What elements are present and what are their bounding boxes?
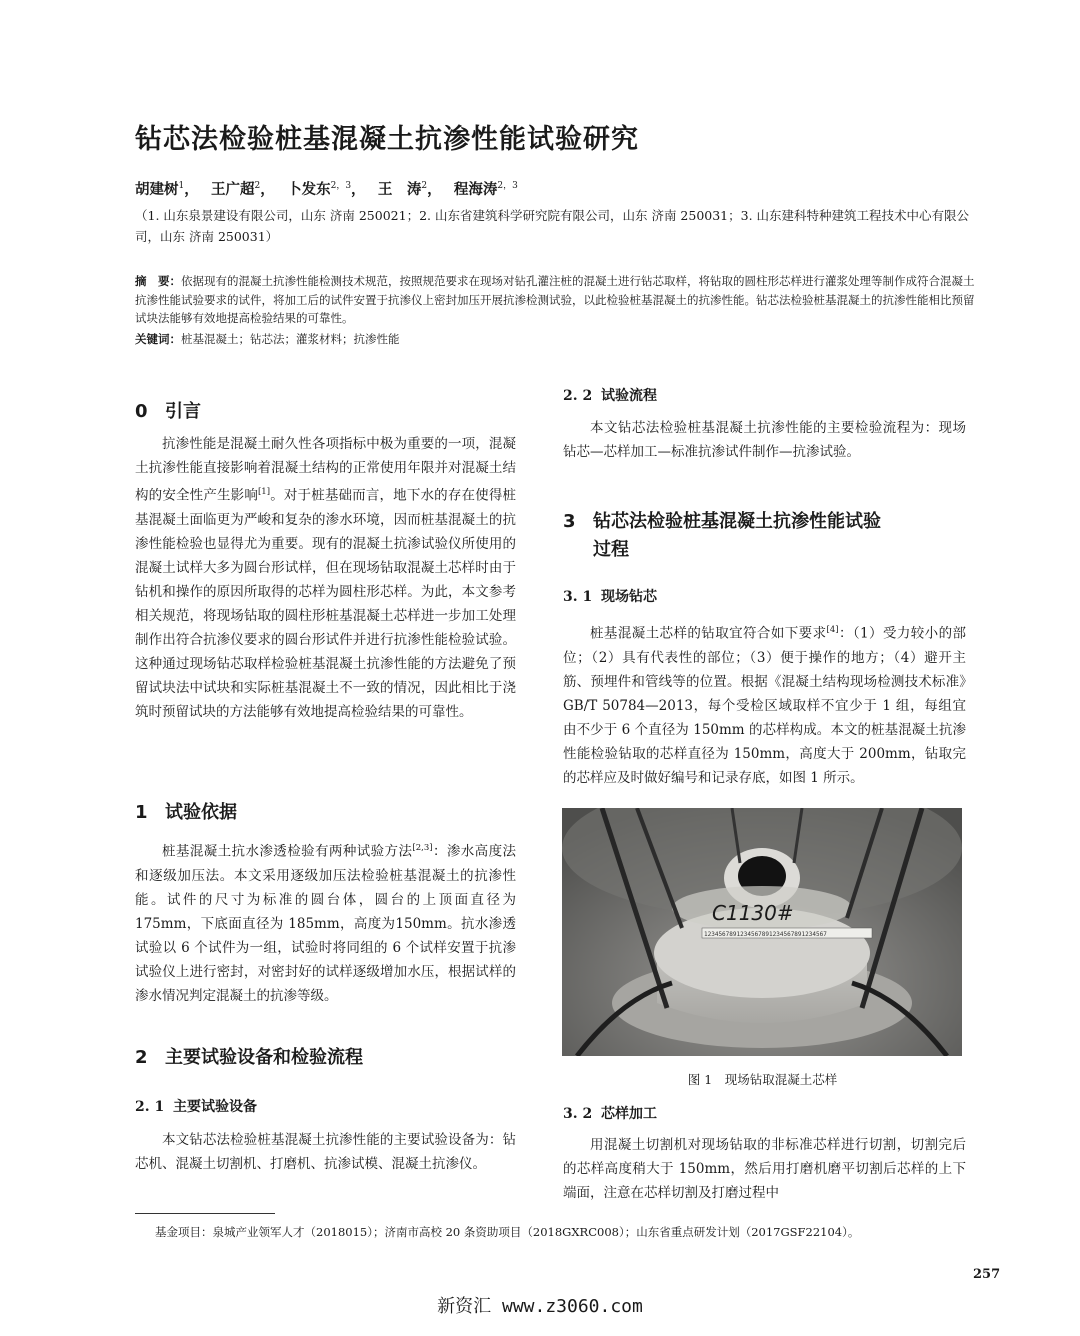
citation: [4] xyxy=(826,625,839,635)
subsection-title: 主要试验设备 xyxy=(173,1099,257,1115)
citation: [2,3] xyxy=(412,843,433,853)
paragraph-text: ：渗水高度法和逐级加压法。本文采用逐级加压法检验桩基混凝土的抗渗性能。试件的尺寸为标准的圆台体，圆台的上顶面直径为 175mm，下底面直径为 185mm，高度为150mm。抗水渗透试验以 6 个试件为一组，试验时将同组的 6 个试样安置于抗渗试验仪上进行密封，对密封好的试样逐级增加水压，根据试样的渗水情况判定混凝土的抗渗等级。 xyxy=(135,843,517,1004)
figure-1-caption: 图 1 现场钻取混凝土芯样 xyxy=(687,1072,838,1087)
paragraph-basis xyxy=(135,836,516,1008)
abstract xyxy=(135,272,975,328)
author-affiliation-mark: 2，3 xyxy=(330,181,352,192)
ruler-marks: 1234567891234567891234567891234567 xyxy=(704,931,827,938)
abstract-label: 摘 要： xyxy=(135,274,181,288)
subsection-heading-2-2 xyxy=(563,385,657,405)
concrete-core-illustration xyxy=(562,808,962,1056)
footnote-divider xyxy=(135,1213,275,1214)
author: 胡建树 xyxy=(135,181,179,198)
keywords-label: 关键词： xyxy=(135,332,181,346)
paper-title: 钻芯法检验桩基混凝土抗渗性能试验研究 xyxy=(135,124,639,155)
paragraph-text: ：（1）受力较小的部位；（2）具有代表性的部位；（3）便于操作的地方；（4）避开主筋、预埋件和管线等的位置。根据《混凝土结构现场检测技术标准》GB/T 50784—2013，每个受检区域取样不宜少于 1 组，每组宜由不少于 6 个直径为 150mm 的芯样构成。本文的桩基混凝土抗渗性能检验钻取的芯样直径为 150mm，高度大于 200mm，钻取完的芯样应及时做好编号和记录存底，如图 1 所示。 xyxy=(563,625,967,786)
paragraph-procedure: 本文钻芯法检验桩基混凝土抗渗性能的主要检验流程为：现场钻芯—芯样加工—标准抗渗试件制作—抗渗试验。 xyxy=(563,420,966,460)
sample-label: C1130# xyxy=(712,901,794,925)
subsection-number: 3. 1 xyxy=(563,589,593,605)
citation: [1] xyxy=(257,487,271,497)
subsection-heading-3-2 xyxy=(563,1103,657,1123)
paragraph-processing: 用混凝土切割机对现场钻取的非标准芯样进行切割，切割完后的芯样高度稍大于 150mm，然后用打磨机磨平切割后芯样的上下端面，注意在芯样切割及打磨过程中 xyxy=(563,1137,966,1201)
section-heading-equipment xyxy=(135,1043,363,1069)
section-title: 过程 xyxy=(593,539,629,560)
paragraph-introduction xyxy=(135,432,516,724)
author-affiliation-mark: 2 xyxy=(254,181,261,192)
author-list: 胡建树$^1$， 王广超$^2$， 卜发东$^{2,3}$， 王 涛$^2$， 程海涛$^{2,3}$ xyxy=(135,181,518,198)
section-heading-basis xyxy=(135,798,237,824)
author: 王广超 xyxy=(211,181,255,198)
subsection-number: 2. 1 xyxy=(135,1099,165,1115)
author: 卜发东 xyxy=(287,181,331,198)
author-affiliation-mark: 2 xyxy=(421,181,428,192)
paragraph-equipment: 本文钻芯法检验桩基混凝土抗渗性能的主要试验设备为：钻芯机、混凝土切割机、打磨机、抗渗试模、混凝土抗渗仪。 xyxy=(135,1132,516,1172)
section-number: 3 xyxy=(563,511,576,532)
funding-note: 基金项目：泉城产业领军人才（2018015）；济南市高校 20 条资助项目（2018GXRC008）；山东省重点研发计划（2017GSF22104）。 xyxy=(155,1225,860,1239)
author: 王 涛 xyxy=(377,181,422,198)
subsection-number: 3. 2 xyxy=(563,1106,593,1122)
section-heading-process xyxy=(563,508,881,564)
watermark-footer: 新资汇 www.z3060.com xyxy=(437,1296,643,1317)
section-number: 2 xyxy=(135,1047,148,1068)
abstract-text: 依据现有的混凝土抗渗性能检测技术规范，按照规范要求在现场对钻孔灌注桩的混凝土进行钻芯取样，将钻取的圆柱形芯样进行灌浆处理等制作成符合混凝土抗渗性能试验要求的试件，将加工后的试件安置于抗渗仪上密封加压开展抗渗检测试验，以此检验桩基混凝土的抗渗性能。钻芯法检验桩基混凝土的抗渗性能相比预留试块法能够有效地提高检验结果的可靠性。 xyxy=(135,274,975,325)
author-affiliation-mark: 2，3 xyxy=(497,181,518,192)
section-title: 试验依据 xyxy=(165,802,237,823)
author: 程海涛 xyxy=(453,181,498,198)
subsection-title: 芯样加工 xyxy=(601,1106,657,1122)
subsection-title: 现场钻芯 xyxy=(601,589,657,605)
section-number: 1 xyxy=(135,802,148,823)
page-number: 257 xyxy=(973,1267,1001,1282)
section-title: 引言 xyxy=(165,401,201,422)
paragraph-coring xyxy=(563,618,966,790)
subsection-title: 试验流程 xyxy=(601,388,657,404)
author-affiliation-mark: 1 xyxy=(178,181,185,192)
section-heading-introduction xyxy=(135,397,201,423)
subsection-heading-3-1 xyxy=(563,586,657,606)
section-title: 钻芯法检验桩基混凝土抗渗性能试验 xyxy=(593,511,881,532)
paragraph-text: 抗渗性能是混凝土耐久性各项指标中极为重要的一项，混凝土抗渗性能直接影响着混凝土结构的正常使用年限并对混凝土结构的安全性产生影响 xyxy=(135,436,516,504)
figure-1-photo xyxy=(562,808,962,1056)
paragraph-text: 桩基混凝土芯样的钻取宜符合如下要求 xyxy=(590,625,827,642)
paragraph-text: 。对于桩基础而言，地下水的存在使得桩基混凝土面临更为严峻和复杂的渗水环境，因而桩基混凝土的抗渗性能检验也显得尤为重要。现有的混凝土抗渗试验仪所使用的混凝土试样大多为圆台形试样，但在现场钻取混凝土芯样时由于钻机和操作的原因所取得的芯样为圆柱形芯样。为此，本文参考相关规范，将现场钻取的圆柱形桩基混凝土芯样进一步加工处理制作出符合抗渗仪要求的圆台形试件并进行抗渗性能检验试验。这种通过现场钻芯取样检验桩基混凝土抗渗性能的方法避免了预留试块法中试块和实际桩基混凝土不一致的情况，因此相比于浇筑时预留试块的方法能够有效地提高检验结果的可靠性。 xyxy=(135,487,516,720)
paragraph-text: 桩基混凝土抗水渗透检验有两种试验方法 xyxy=(162,843,413,860)
section-number: 0 xyxy=(135,401,148,422)
keywords-text: 桩基混凝土；钻芯法；灌浆材料；抗渗性能 xyxy=(181,332,400,346)
affiliations: （1. 山东泉景建设有限公司，山东 济南 250021；2. 山东省建筑科学研究院有限公司，山东 济南 250031；3. 山东建科特种建筑工程技术中心有限公司，山东 济南 250031） xyxy=(135,208,970,244)
section-title: 主要试验设备和检验流程 xyxy=(165,1047,363,1068)
keywords xyxy=(135,330,975,348)
subsection-heading-2-1 xyxy=(135,1096,257,1116)
subsection-number: 2. 2 xyxy=(563,388,593,404)
